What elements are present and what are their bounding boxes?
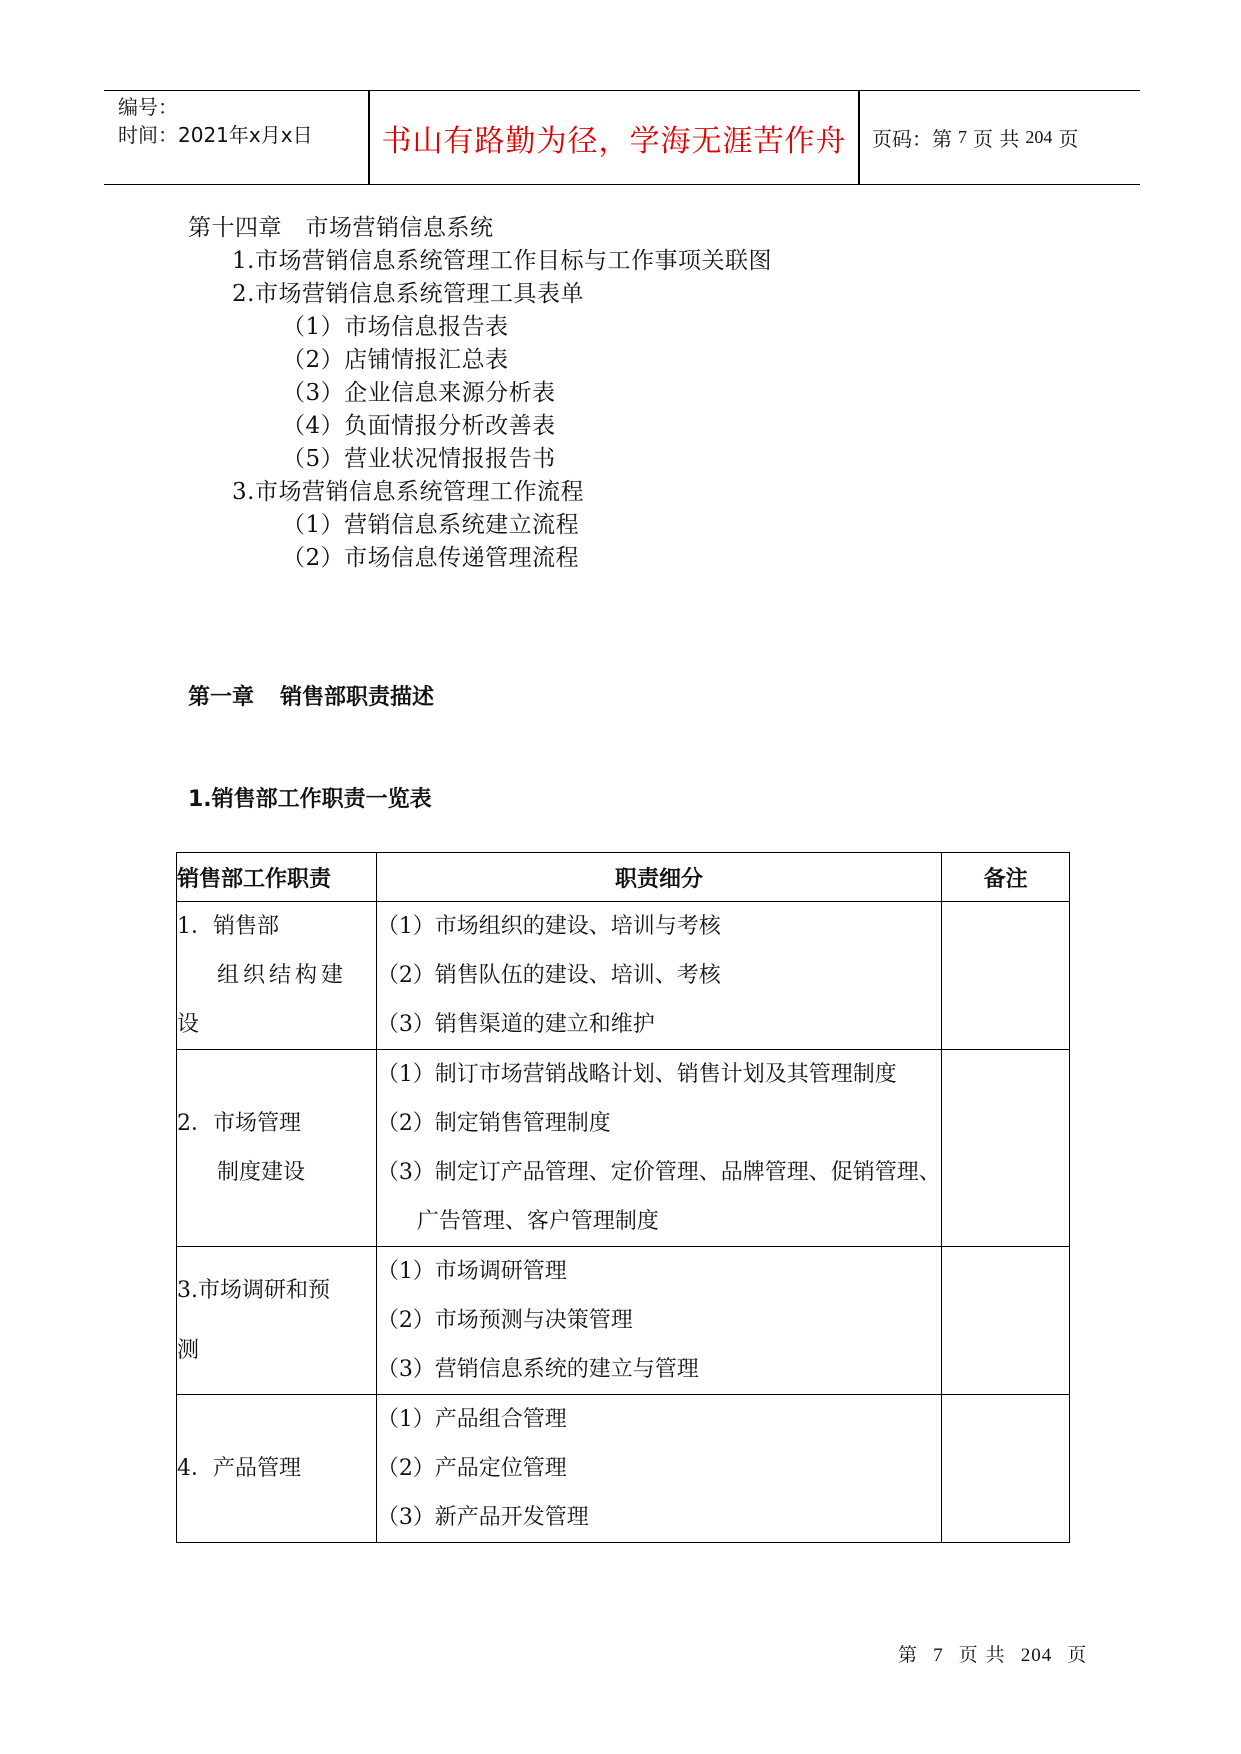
duty-title-line: 组织结构建	[217, 963, 348, 988]
footer-prefix: 第	[898, 1644, 919, 1666]
chapter-title: 销售部职责描述	[280, 685, 435, 710]
header-divider	[858, 91, 860, 184]
duty-title-line: 2．市场管理	[177, 1111, 301, 1136]
footer-suffix: 页	[1067, 1644, 1088, 1666]
duty-detail-item: （2）制定销售管理制度	[376, 1111, 611, 1136]
duty-detail-item: （3）销售渠道的建立和维护	[376, 1012, 655, 1037]
header-motto: 书山有路勤为径，学海无涯苦作舟	[381, 123, 847, 159]
table-header-cell: 备注	[942, 853, 1070, 902]
chapter-heading	[188, 680, 434, 711]
footer-middle: 页 共	[958, 1644, 1006, 1666]
toc-item: 2.市场营销信息系统管理工具表单	[232, 281, 584, 307]
duty-title-cell	[177, 1395, 377, 1543]
duty-detail-cell	[376, 902, 941, 1050]
duty-title-line: 1．销售部	[177, 914, 279, 939]
table-header-cell: 销售部工作职责	[177, 853, 377, 902]
footer-page-total: 204	[1020, 1645, 1053, 1666]
duty-detail-cell	[376, 1395, 941, 1543]
duty-detail-item: （1）产品组合管理	[376, 1407, 567, 1432]
duty-detail-item: （1）制订市场营销战略计划、销售计划及其管理制度	[376, 1062, 897, 1087]
page-prefix: 页码：第	[872, 127, 952, 151]
duty-title-line: 3.市场调研和预	[177, 1277, 330, 1303]
page-middle: 页 共	[973, 127, 1020, 151]
table-header-row	[177, 853, 1070, 902]
toc-item: 第十四章 市场营销信息系统	[188, 215, 494, 241]
page-footer	[898, 1640, 1087, 1667]
duty-detail-item: （3）制定订产品管理、定价管理、品牌管理、促销管理、广告管理、客户管理制度	[376, 1160, 941, 1234]
table-of-contents	[188, 212, 772, 575]
page-current: 7	[958, 127, 967, 147]
duty-note-cell	[942, 1247, 1070, 1395]
table-row	[177, 1050, 1070, 1247]
page-header	[104, 90, 1140, 185]
table-row	[177, 1247, 1070, 1395]
toc-item: 1.市场营销信息系统管理工作目标与工作事项关联图	[232, 248, 772, 274]
table-header-cell: 职责细分	[376, 853, 941, 902]
duty-detail-item: （2）产品定位管理	[376, 1456, 567, 1481]
duty-title-line: 设	[177, 1012, 200, 1037]
duty-detail-item: （1）市场组织的建设、培训与考核	[376, 914, 721, 939]
duty-detail-cell	[376, 1050, 941, 1247]
toc-item: 3.市场营销信息系统管理工作流程	[232, 479, 584, 505]
toc-item: （3）企业信息来源分析表	[282, 380, 556, 406]
page-total: 204	[1025, 127, 1053, 147]
duty-detail-item: （3）营销信息系统的建立与管理	[376, 1357, 699, 1382]
duty-note-cell	[942, 1395, 1070, 1543]
duty-title-line: 测	[177, 1337, 200, 1363]
duty-note-cell	[942, 902, 1070, 1050]
duty-title-cell	[177, 1050, 377, 1247]
toc-item: （5）营业状况情报报告书	[282, 446, 556, 472]
toc-item: （4）负面情报分析改善表	[282, 413, 556, 439]
duties-table	[176, 852, 1070, 1543]
section-heading: 1.销售部工作职责一览表	[188, 787, 432, 812]
toc-item: （2）市场信息传递管理流程	[282, 545, 580, 571]
duty-detail-item: （1）市场调研管理	[376, 1259, 567, 1284]
header-page-info	[872, 91, 1078, 184]
table-row	[177, 902, 1070, 1050]
page-suffix: 页	[1058, 127, 1079, 151]
toc-item: （1）市场信息报告表	[282, 314, 509, 340]
duty-title-line: 4．产品管理	[177, 1456, 301, 1481]
document-time-label: 时间：2021年x月x日	[118, 123, 313, 147]
chapter-number: 第一章	[188, 685, 255, 710]
table-row	[177, 1395, 1070, 1543]
duty-detail-item: （2）销售队伍的建设、培训、考核	[376, 963, 721, 988]
footer-page-current: 7	[933, 1645, 944, 1666]
duty-detail-item: （3）新产品开发管理	[376, 1505, 589, 1530]
toc-item: （2）店铺情报汇总表	[282, 347, 509, 373]
document-number-label: 编号：	[118, 95, 178, 119]
header-meta	[118, 93, 358, 149]
duty-detail-cell	[376, 1247, 941, 1395]
duty-title-line: 制度建设	[217, 1160, 306, 1185]
duty-detail-item: （2）市场预测与决策管理	[376, 1308, 633, 1333]
duty-title-cell	[177, 902, 377, 1050]
duty-title-cell	[177, 1247, 377, 1395]
toc-item: （1）营销信息系统建立流程	[282, 512, 580, 538]
duty-note-cell	[942, 1050, 1070, 1247]
